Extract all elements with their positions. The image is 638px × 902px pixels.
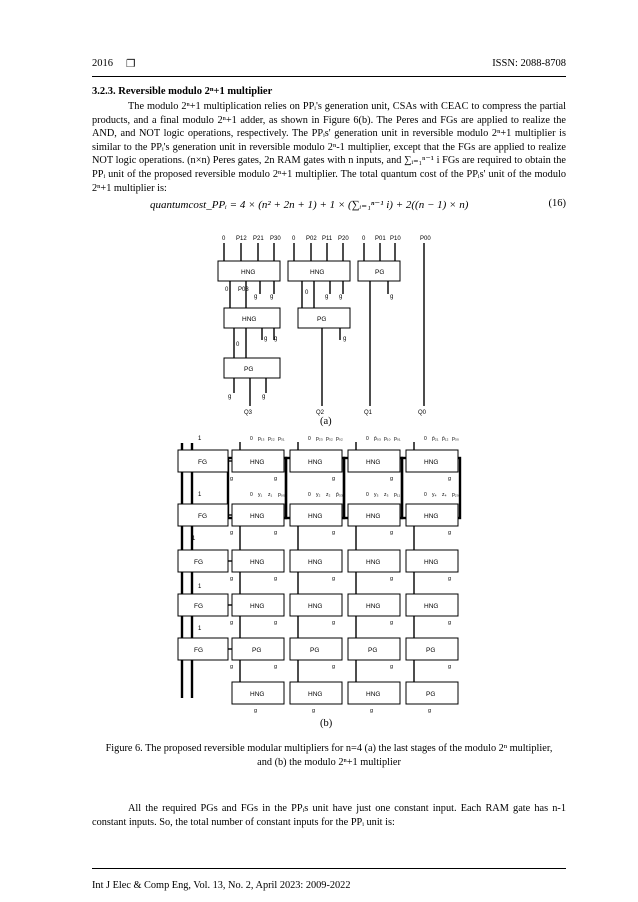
paragraph-1: The modulo 2ⁿ+1 multiplication relies on PPᵢ's generation unit, CSAs with CEAC to compress the partial products, and a final modulo 2ⁿ+1 adder, as shown in Figure 6(b). The Peres and FGs are applied to realize the AND, and NOT logic operations, respectively. The PPᵢs' generation unit in reversible modulo 2ⁿ+1 multiplier is similar to the PPᵢ's generation unit in reversible modulo 2ⁿ-1 multiplier, except that the FGs are applied to realize NOT logic operations. (n×n) Peres gates, 2n RAM gates with n inputs, and ∑ᵢ₌₁ⁿ⁻¹ i FGs are required to obtain the PPᵢ unit of the proposed reversible modulo 2ⁿ+1 multiplier. The total quantum cost of the PPᵢs' unit of the modulo 2ⁿ+1 multiplier is:	[92, 101, 566, 194]
svg-text:PG: PG	[426, 691, 436, 698]
footer-citation: Int J Elec & Comp Eng, Vol. 13, No. 2, April 2023: 2009-2022	[92, 880, 351, 891]
caption-line-2: and (b) the modulo 2ⁿ+1 multiplier	[257, 756, 401, 768]
fa-in-p00: P00	[420, 236, 431, 242]
fa-in-0a: 0	[222, 236, 226, 242]
svg-text:0: 0	[424, 436, 427, 442]
svg-text:p₂₃: p₂₃	[316, 436, 323, 442]
svg-text:g: g	[230, 530, 234, 536]
svg-text:HNG: HNG	[250, 559, 265, 566]
svg-text:g: g	[230, 620, 234, 626]
svg-text:0: 0	[424, 492, 427, 498]
svg-text:y₂: y₂	[316, 492, 321, 498]
svg-text:HNG: HNG	[250, 513, 265, 520]
svg-text:z₄: z₄	[442, 492, 447, 498]
fa-out-q2: Q2	[316, 410, 325, 416]
fa-zero-1: 0	[225, 287, 229, 293]
svg-text:0: 0	[250, 492, 253, 498]
fa-in-p20: P20	[338, 236, 349, 242]
fa-gate-pg-3: PG	[244, 366, 254, 373]
paragraph-2: All the required PGs and FGs in the PPᵢs unit have just one constant input. Each RAM gate has n-1 constant inputs. So, the total number of constant inputs for the PPᵢ unit is:	[92, 803, 566, 828]
svg-text:g: g	[343, 336, 347, 342]
svg-text:p̄₁₂: p̄₁₂	[442, 436, 449, 442]
fa-gate-hng-2: HNG	[310, 269, 325, 276]
svg-text:HNG: HNG	[308, 459, 323, 466]
fa-p03: P03	[238, 287, 249, 293]
svg-text:FG: FG	[194, 647, 204, 654]
equation-16: quantumcost_PPᵢ = 4 × (n² + 2n + 1) + 1 × (∑ᵢ₌₁ⁿ⁻¹ i) + 2((n − 1) × n)	[150, 199, 469, 211]
svg-text:PG: PG	[426, 647, 436, 654]
svg-text:HNG: HNG	[424, 513, 439, 520]
svg-text:g: g	[262, 394, 266, 400]
svg-text:g: g	[390, 530, 394, 536]
fa-out-q0: Q0	[418, 410, 427, 416]
svg-text:HNG: HNG	[250, 691, 265, 698]
caption-line-1: Figure 6. The proposed reversible modular multipliers for n=4 (a) the last stages of the modulo 2ⁿ multiplier,	[105, 743, 553, 754]
svg-text:HNG: HNG	[366, 603, 381, 610]
fa-out-q1: Q1	[364, 410, 373, 416]
svg-text:FG: FG	[194, 603, 204, 610]
svg-text:g: g	[230, 476, 234, 482]
svg-text:1: 1	[198, 584, 202, 590]
svg-text:g: g	[228, 394, 232, 400]
svg-text:HNG: HNG	[424, 603, 439, 610]
svg-text:g: g	[230, 576, 234, 582]
svg-text:g: g	[274, 664, 278, 670]
fa-out-q3: Q3	[244, 410, 253, 416]
svg-text:z₁: z₁	[268, 492, 273, 498]
svg-text:1: 1	[198, 436, 202, 442]
figure-b-rows	[178, 436, 459, 704]
figure-caption	[92, 742, 566, 769]
svg-text:g: g	[254, 294, 258, 300]
svg-text:z₃: z₃	[384, 492, 389, 498]
svg-text:p₂₀: p₂₀	[452, 492, 459, 498]
svg-text:g: g	[274, 576, 278, 582]
body-paragraph	[92, 100, 566, 195]
svg-text:HNG: HNG	[366, 513, 381, 520]
svg-text:HNG: HNG	[308, 559, 323, 566]
fa-in-0b: 0	[292, 236, 296, 242]
figure-6b-diagram	[170, 428, 490, 718]
fa-in-p12: P12	[236, 236, 247, 242]
fa-gate-pg-2: PG	[317, 316, 327, 323]
svg-text:g: g	[448, 476, 452, 482]
svg-text:g: g	[274, 620, 278, 626]
svg-text:p₃₀: p₃₀	[452, 436, 459, 442]
svg-text:g: g	[339, 294, 343, 300]
svg-text:HNG: HNG	[308, 513, 323, 520]
svg-text:0: 0	[308, 436, 311, 442]
svg-text:g: g	[274, 336, 278, 342]
svg-text:p₁₃: p₁₃	[258, 436, 265, 442]
svg-text:FG: FG	[194, 559, 204, 566]
svg-text:p₀₂: p₀₂	[336, 436, 343, 442]
svg-text:p₃₁: p₃₁	[278, 436, 285, 442]
svg-text:g: g	[274, 530, 278, 536]
fa-in-0c: 0	[362, 236, 366, 242]
svg-text:g: g	[448, 576, 452, 582]
fa-gate-pg-1: PG	[375, 269, 385, 276]
svg-text:p₀₀: p₀₀	[278, 492, 285, 498]
svg-text:HNG: HNG	[424, 559, 439, 566]
svg-text:g: g	[254, 708, 258, 714]
issn: ISSN: 2088-8708	[492, 58, 566, 69]
svg-text:g: g	[325, 294, 329, 300]
svg-text:FG: FG	[198, 513, 208, 520]
svg-text:p₁₁: p₁₁	[394, 492, 401, 498]
svg-text:y₁: y₁	[258, 492, 263, 498]
svg-text:p₃₂: p₃₂	[326, 436, 333, 442]
svg-text:g: g	[332, 530, 336, 536]
svg-text:g: g	[448, 530, 452, 536]
fa-in-p10: P10	[390, 236, 401, 242]
svg-text:p₂₂: p₂₂	[268, 436, 275, 442]
fa-in-p21: P21	[253, 236, 264, 242]
svg-text:p̄₀₃: p̄₀₃	[374, 436, 381, 442]
svg-text:p̄₃₃: p̄₃₃	[336, 492, 343, 498]
svg-text:1: 1	[198, 492, 202, 498]
svg-text:p₁₀: p₁₀	[384, 436, 391, 442]
svg-text:g: g	[390, 620, 394, 626]
svg-text:PG: PG	[252, 647, 262, 654]
box-icon: ❐	[126, 59, 136, 70]
svg-text:g: g	[332, 620, 336, 626]
svg-text:g: g	[448, 620, 452, 626]
section-title: 3.2.3. Reversible modulo 2ⁿ+1 multiplier	[92, 86, 273, 97]
svg-text:HNG: HNG	[308, 603, 323, 610]
figure-6a-label: (a)	[320, 416, 332, 427]
svg-text:p̄₂₁: p̄₂₁	[432, 436, 439, 442]
svg-text:0: 0	[305, 290, 309, 296]
svg-text:z₂: z₂	[326, 492, 331, 498]
svg-text:g: g	[390, 576, 394, 582]
equation-number: (16)	[548, 198, 566, 209]
footer-rule	[92, 868, 566, 869]
svg-text:HNG: HNG	[366, 691, 381, 698]
svg-text:PG: PG	[368, 647, 378, 654]
svg-text:p₀₁: p₀₁	[394, 436, 401, 442]
svg-text:PG: PG	[310, 647, 320, 654]
svg-text:HNG: HNG	[366, 459, 381, 466]
fa-in-p11: P11	[322, 236, 333, 242]
closing-paragraph	[92, 802, 566, 829]
svg-text:g: g	[390, 664, 394, 670]
page-number: 2016	[92, 58, 113, 69]
fa-in-p01: P01	[375, 236, 386, 242]
svg-text:g: g	[230, 664, 234, 670]
svg-text:g: g	[270, 294, 274, 300]
svg-text:y₄: y₄	[432, 492, 437, 498]
fa-gate-hng-3: HNG	[242, 316, 257, 323]
svg-text:0: 0	[366, 492, 369, 498]
fa-in-p30: P30	[270, 236, 281, 242]
svg-text:g: g	[448, 664, 452, 670]
fa-gate-hng-1: HNG	[241, 269, 256, 276]
svg-text:HNG: HNG	[250, 603, 265, 610]
svg-text:0: 0	[236, 342, 240, 348]
svg-text:0: 0	[308, 492, 311, 498]
svg-text:g: g	[390, 294, 394, 300]
figure-6b-label: (b)	[320, 718, 333, 729]
svg-text:g: g	[370, 708, 374, 714]
svg-text:g: g	[264, 336, 268, 342]
svg-text:g: g	[332, 576, 336, 582]
header-rule	[92, 76, 566, 77]
fa-in-p02: P02	[306, 236, 317, 242]
svg-text:1: 1	[198, 626, 202, 632]
svg-text:g: g	[274, 476, 278, 482]
svg-text:g: g	[332, 664, 336, 670]
svg-text:g: g	[332, 476, 336, 482]
svg-text:g: g	[428, 708, 432, 714]
svg-text:FG: FG	[198, 459, 208, 466]
svg-text:0: 0	[366, 436, 369, 442]
svg-text:g: g	[312, 708, 316, 714]
svg-text:HNG: HNG	[424, 459, 439, 466]
svg-text:0: 0	[250, 436, 253, 442]
figure-6a-diagram	[210, 228, 450, 416]
svg-text:HNG: HNG	[308, 691, 323, 698]
svg-text:g: g	[390, 476, 394, 482]
svg-text:HNG: HNG	[250, 459, 265, 466]
svg-text:HNG: HNG	[366, 559, 381, 566]
svg-text:1: 1	[192, 536, 196, 542]
svg-text:y₃: y₃	[374, 492, 379, 498]
